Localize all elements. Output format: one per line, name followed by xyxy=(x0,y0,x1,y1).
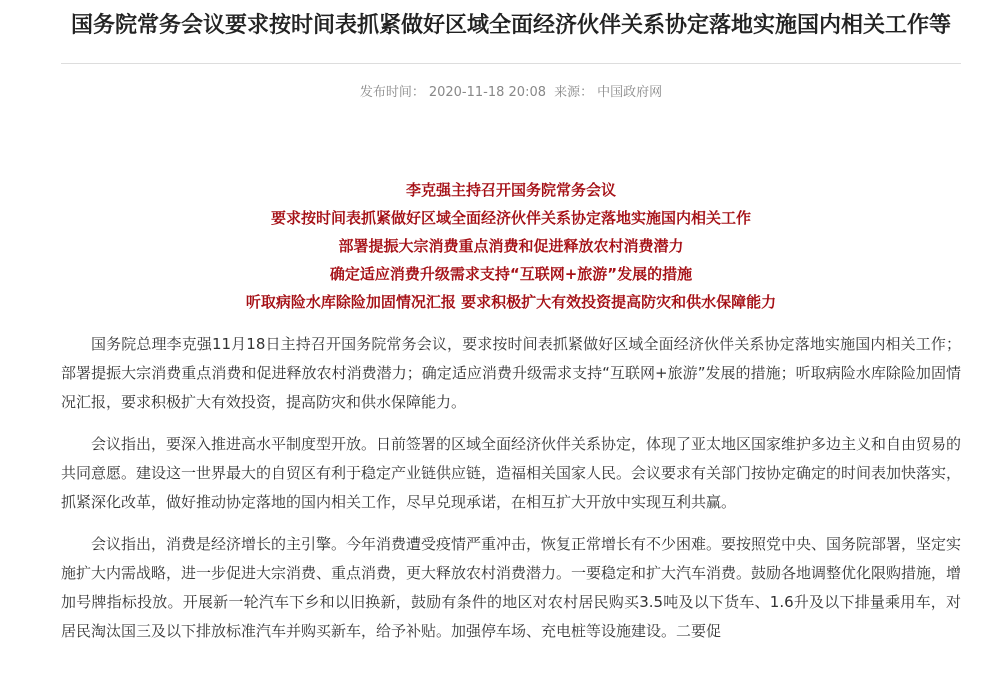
publish-label: 发布时间： xyxy=(359,85,425,100)
article-meta xyxy=(61,81,961,100)
subheading: 部署提振大宗消费重点消费和促进释放农村消费潜力 xyxy=(338,237,684,255)
paragraph: 会议指出，消费是经济增长的主引擎。今年消费遭受疫情严重冲击，恢复正常增长有不少困难。要按照党中央、国务院部署，坚定实施扩大内需战略，进一步促进大宗消费、重点消费，更大释放农村消费潜力。一要稳定和扩大汽车消费。鼓励各地调整优化限购措施，增加号牌指标投放。开展新一轮汽车下乡和以旧换新，鼓励有条件的地区对农村居民购买3.5吨及以下货车、1.6升及以下排量乘用车，对居民淘汰国三及以下排放标准汽车并购买新车，给予补贴。加强停车场、充电桩等设施建设。二要促 xyxy=(61,535,962,640)
subheadings xyxy=(61,176,961,316)
subheading: 要求按时间表抓紧做好区域全面经济伙伴关系协定落地实施国内相关工作 xyxy=(270,209,751,227)
paragraph: 国务院总理李克强11月18日主持召开国务院常务会议，要求按时间表抓紧做好区域全面经济伙伴关系协定落地实施国内相关工作；部署提振大宗消费重点消费和促进释放农村消费潜力；确定适应消费升级需求支持“互联网+旅游”发展的措施；听取病险水库除险加固情况汇报，要求积极扩大有效投资，提高防灾和供水保障能力。 xyxy=(61,335,961,411)
subheading: 李克强主持召开国务院常务会议 xyxy=(405,181,616,199)
subheading: 确定适应消费升级需求支持“互联网+旅游”发展的措施 xyxy=(329,265,693,283)
subheading: 听取病险水库除险加固情况汇报 要求积极扩大有效投资提高防灾和供水保障能力 xyxy=(245,293,777,311)
article xyxy=(61,0,961,659)
source-label: 来源： xyxy=(554,85,594,100)
publish-time: 2020-11-18 20:08 xyxy=(428,85,546,100)
paragraph: 会议指出，要深入推进高水平制度型开放。日前签署的区域全面经济伙伴关系协定，体现了亚太地区国家维护多边主义和自由贸易的共同意愿。建设这一世界最大的自贸区有利于稳定产业链供应链，造福相关国家人民。会议要求有关部门按协定确定的时间表加快落实，抓紧深化改革，做好推动协定落地的国内相关工作，尽早兑现承诺，在相互扩大开放中实现互利共赢。 xyxy=(61,435,962,511)
article-body xyxy=(61,330,961,646)
title-divider xyxy=(61,63,961,64)
source: 中国政府网 xyxy=(597,85,663,100)
article-title: 国务院常务会议要求按时间表抓紧做好区域全面经济伙伴关系协定落地实施国内相关工作等 xyxy=(70,13,951,38)
